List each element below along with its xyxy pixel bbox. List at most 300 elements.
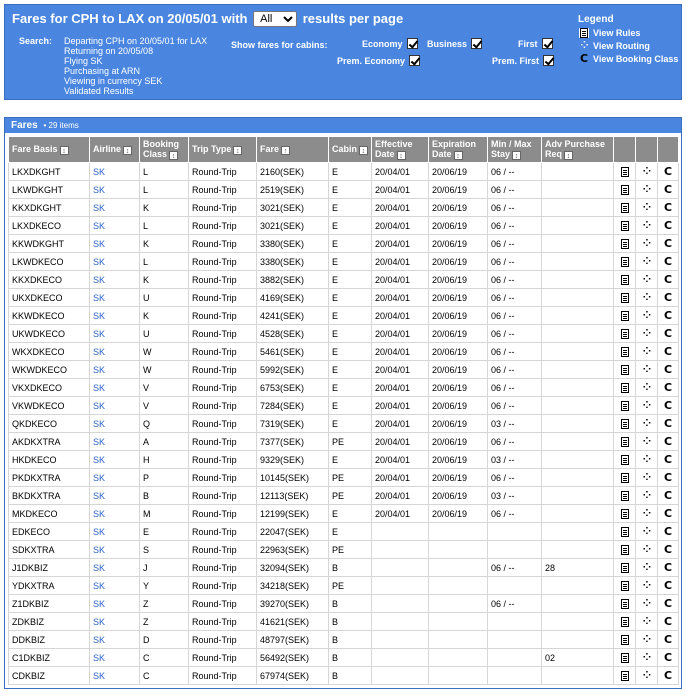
cell-cabin: PE: [329, 433, 372, 451]
booking-class-icon[interactable]: C: [663, 669, 673, 682]
cell-adv-purchase: 28: [542, 559, 614, 577]
table-row: [9, 649, 679, 667]
view-routing-button[interactable]: [636, 289, 658, 307]
table-row: [9, 595, 679, 613]
col-trip-type[interactable]: Trip Type ↕: [189, 137, 257, 163]
view-booking-class-button[interactable]: [658, 253, 679, 271]
view-booking-class-button[interactable]: [658, 325, 679, 343]
booking-class-icon[interactable]: C: [663, 435, 673, 448]
rules-icon[interactable]: [621, 491, 629, 501]
rules-icon[interactable]: [621, 239, 629, 249]
rules-icon[interactable]: [621, 635, 629, 645]
view-routing-button[interactable]: [636, 487, 658, 505]
cabin-economy-checkbox[interactable]: [407, 38, 418, 49]
routing-icon[interactable]: ⁘: [642, 525, 651, 537]
cell-adv-purchase: [542, 235, 614, 253]
rules-icon[interactable]: [621, 185, 629, 195]
sort-icon[interactable]: ↕: [123, 146, 132, 155]
cell-expiration-date: [429, 541, 488, 559]
view-rules-button[interactable]: [614, 289, 636, 307]
cell-fare-basis: SDKXTRA: [9, 541, 90, 559]
booking-class-icon[interactable]: C: [663, 363, 673, 376]
routing-icon[interactable]: ⁘: [642, 435, 651, 447]
cell-fare-basis: KKWDKECO: [9, 307, 90, 325]
booking-class-icon[interactable]: C: [663, 165, 673, 178]
view-booking-class-button[interactable]: [658, 343, 679, 361]
view-routing-button[interactable]: [636, 235, 658, 253]
table-row: [9, 397, 679, 415]
view-routing-button[interactable]: [636, 523, 658, 541]
booking-class-icon[interactable]: C: [663, 489, 673, 502]
sort-icon[interactable]: ↕: [169, 151, 178, 160]
table-row: [9, 253, 679, 271]
view-routing-button[interactable]: [636, 253, 658, 271]
cell-trip-type: Round-Trip: [189, 649, 257, 667]
view-routing-button[interactable]: [636, 541, 658, 559]
cell-trip-type: Round-Trip: [189, 595, 257, 613]
view-rules-button[interactable]: [614, 181, 636, 199]
view-routing-button[interactable]: [636, 199, 658, 217]
view-rules-button[interactable]: [614, 271, 636, 289]
cell-fare-basis: WKXDKECO: [9, 343, 90, 361]
view-booking-class-button[interactable]: [658, 505, 679, 523]
view-rules-button[interactable]: [614, 523, 636, 541]
view-routing-button[interactable]: [636, 217, 658, 235]
cell-airline[interactable]: SK: [90, 451, 140, 469]
cell-min-max-stay: 06 / --: [488, 505, 542, 523]
routing-icon[interactable]: ⁘: [642, 597, 651, 609]
view-rules-button[interactable]: [614, 667, 636, 685]
view-routing-button[interactable]: [636, 469, 658, 487]
booking-class-icon[interactable]: C: [663, 309, 673, 322]
view-rules-button[interactable]: [614, 253, 636, 271]
cell-airline[interactable]: SK: [90, 631, 140, 649]
cell-min-max-stay: 06 / --: [488, 235, 542, 253]
cell-cabin: E: [329, 325, 372, 343]
rules-icon[interactable]: [621, 221, 629, 231]
view-rules-button[interactable]: [614, 343, 636, 361]
view-routing-button[interactable]: [636, 631, 658, 649]
view-rules-button[interactable]: [614, 397, 636, 415]
col-airline[interactable]: Airline ↕: [90, 137, 140, 163]
rules-icon[interactable]: [621, 581, 629, 591]
search-line: Flying SK: [64, 56, 103, 66]
routing-icon[interactable]: ⁘: [642, 507, 651, 519]
table-row: [9, 163, 679, 181]
rules-icon[interactable]: [621, 311, 629, 321]
cell-cabin: E: [329, 235, 372, 253]
view-booking-class-button[interactable]: [658, 217, 679, 235]
rules-icon[interactable]: [621, 545, 629, 555]
col-fare-basis[interactable]: Fare Basis ↕: [9, 137, 90, 163]
cell-adv-purchase: [542, 217, 614, 235]
cell-airline[interactable]: SK: [90, 343, 140, 361]
view-booking-class-button[interactable]: [658, 667, 679, 685]
routing-icon[interactable]: ⁘: [642, 489, 651, 501]
sort-icon[interactable]: ↕: [359, 146, 368, 155]
cell-adv-purchase: [542, 325, 614, 343]
routing-icon[interactable]: ⁘: [642, 255, 651, 267]
cell-airline[interactable]: SK: [90, 271, 140, 289]
view-booking-class-button[interactable]: [658, 235, 679, 253]
view-routing-button[interactable]: [636, 667, 658, 685]
sort-icon[interactable]: ↕: [564, 151, 573, 160]
cell-airline[interactable]: SK: [90, 289, 140, 307]
routing-icon[interactable]: ⁘: [642, 669, 651, 681]
view-rules-button[interactable]: [614, 649, 636, 667]
cell-cabin: E: [329, 361, 372, 379]
cabin-first-checkbox[interactable]: [542, 38, 553, 49]
view-booking-class-button[interactable]: [658, 469, 679, 487]
view-routing-button[interactable]: [636, 163, 658, 181]
booking-class-icon[interactable]: C: [663, 615, 673, 628]
rules-icon[interactable]: [621, 401, 629, 411]
cell-trip-type: Round-Trip: [189, 361, 257, 379]
view-booking-class-button[interactable]: [658, 541, 679, 559]
cell-booking-class: L: [140, 181, 189, 199]
view-booking-class-button[interactable]: [658, 649, 679, 667]
routing-icon[interactable]: ⁘: [642, 543, 651, 555]
view-booking-class-button[interactable]: [658, 379, 679, 397]
sort-icon[interactable]: ↕: [397, 151, 406, 160]
table-row: [9, 325, 679, 343]
view-routing-button[interactable]: [636, 397, 658, 415]
rules-icon[interactable]: [621, 437, 629, 447]
col-booking-class[interactable]: Booking Class ↕: [140, 137, 189, 163]
booking-class-icon[interactable]: C: [663, 255, 673, 268]
booking-class-icon[interactable]: C: [663, 237, 673, 250]
cell-airline[interactable]: SK: [90, 505, 140, 523]
cell-booking-class: L: [140, 217, 189, 235]
view-rules-button[interactable]: [614, 577, 636, 595]
view-rules-button[interactable]: [614, 415, 636, 433]
view-booking-class-button[interactable]: [658, 523, 679, 541]
rules-icon[interactable]: [621, 527, 629, 537]
cell-airline[interactable]: SK: [90, 325, 140, 343]
view-rules-button[interactable]: [614, 487, 636, 505]
routing-icon[interactable]: ⁘: [642, 579, 651, 591]
legend-label: View Rules: [593, 27, 641, 38]
view-routing-button[interactable]: [636, 433, 658, 451]
view-rules-button[interactable]: [614, 217, 636, 235]
view-routing-button[interactable]: [636, 577, 658, 595]
routing-icon[interactable]: ⁘: [642, 633, 651, 645]
fares-panel: [4, 117, 682, 689]
cell-cabin: PE: [329, 577, 372, 595]
view-routing-button[interactable]: [636, 343, 658, 361]
view-booking-class-button[interactable]: [658, 631, 679, 649]
view-booking-class-button[interactable]: [658, 451, 679, 469]
cell-airline[interactable]: SK: [90, 253, 140, 271]
cell-min-max-stay: 06 / --: [488, 217, 542, 235]
rules-icon[interactable]: [621, 365, 629, 375]
cell-airline[interactable]: SK: [90, 361, 140, 379]
cell-airline[interactable]: SK: [90, 415, 140, 433]
rules-icon[interactable]: [621, 203, 629, 213]
cell-fare: 2519(SEK): [257, 181, 329, 199]
routing-icon[interactable]: ⁘: [642, 273, 651, 285]
cell-airline[interactable]: SK: [90, 163, 140, 181]
table-row: [9, 217, 679, 235]
routing-icon[interactable]: ⁘: [642, 309, 651, 321]
routing-icon[interactable]: ⁘: [642, 363, 651, 375]
cell-booking-class: V: [140, 379, 189, 397]
routing-icon[interactable]: ⁘: [642, 291, 651, 303]
booking-class-icon[interactable]: C: [663, 327, 673, 340]
booking-class-icon[interactable]: C: [663, 651, 673, 664]
rules-icon[interactable]: [621, 599, 629, 609]
view-booking-class-button[interactable]: [658, 163, 679, 181]
table-row: [9, 415, 679, 433]
view-rules-button[interactable]: [614, 379, 636, 397]
rules-icon[interactable]: [621, 329, 629, 339]
cell-airline[interactable]: SK: [90, 217, 140, 235]
cell-airline[interactable]: SK: [90, 649, 140, 667]
table-row: [9, 613, 679, 631]
table-row: [9, 379, 679, 397]
cell-expiration-date: 20/06/19: [429, 433, 488, 451]
booking-class-icon[interactable]: C: [663, 597, 673, 610]
view-routing-button[interactable]: [636, 307, 658, 325]
cell-airline[interactable]: SK: [90, 181, 140, 199]
col-min-max-stay[interactable]: Min / Max Stay ↕: [488, 137, 542, 163]
view-rules-button[interactable]: [614, 451, 636, 469]
view-routing-button[interactable]: [636, 181, 658, 199]
routing-icon[interactable]: ⁘: [642, 651, 651, 663]
cell-booking-class: W: [140, 343, 189, 361]
view-rules-button[interactable]: [614, 541, 636, 559]
cell-expiration-date: 20/06/19: [429, 307, 488, 325]
cell-adv-purchase: [542, 487, 614, 505]
cell-airline[interactable]: SK: [90, 307, 140, 325]
table-row: [9, 199, 679, 217]
cell-airline[interactable]: SK: [90, 613, 140, 631]
routing-icon[interactable]: ⁘: [642, 183, 651, 195]
view-rules-button[interactable]: [614, 469, 636, 487]
col-booking-class-action: [658, 137, 679, 163]
rules-icon[interactable]: [621, 419, 629, 429]
cell-airline[interactable]: SK: [90, 379, 140, 397]
view-booking-class-button[interactable]: [658, 415, 679, 433]
sort-icon[interactable]: ↕: [233, 146, 242, 155]
cell-trip-type: Round-Trip: [189, 541, 257, 559]
view-rules-button[interactable]: [614, 307, 636, 325]
view-booking-class-button[interactable]: [658, 361, 679, 379]
booking-class-icon[interactable]: C: [663, 417, 673, 430]
view-rules-button[interactable]: [614, 325, 636, 343]
cell-airline[interactable]: SK: [90, 433, 140, 451]
view-routing-button[interactable]: [636, 613, 658, 631]
view-rules-button[interactable]: [614, 361, 636, 379]
col-cabin[interactable]: Cabin ↕: [329, 137, 372, 163]
cell-airline[interactable]: SK: [90, 199, 140, 217]
booking-class-icon[interactable]: C: [663, 579, 673, 592]
routing-icon[interactable]: ⁘: [642, 561, 651, 573]
cell-effective-date: 20/04/01: [372, 307, 429, 325]
sort-icon[interactable]: ↕: [60, 146, 69, 155]
cell-airline[interactable]: SK: [90, 235, 140, 253]
view-routing-button[interactable]: [636, 595, 658, 613]
cell-booking-class: Y: [140, 577, 189, 595]
rules-icon[interactable]: [621, 167, 629, 177]
cell-min-max-stay: 06 / --: [488, 559, 542, 577]
rules-icon[interactable]: [621, 257, 629, 267]
booking-class-icon[interactable]: C: [663, 201, 673, 214]
cell-airline[interactable]: SK: [90, 523, 140, 541]
cell-min-max-stay: 06 / --: [488, 397, 542, 415]
booking-class-icon[interactable]: C: [663, 471, 673, 484]
routing-icon[interactable]: ⁘: [642, 615, 651, 627]
col-fare[interactable]: Fare ↑: [257, 137, 329, 163]
cell-trip-type: Round-Trip: [189, 631, 257, 649]
view-routing-button[interactable]: [636, 415, 658, 433]
routing-icon[interactable]: ⁘: [642, 381, 651, 393]
rules-icon[interactable]: [621, 473, 629, 483]
cell-airline[interactable]: SK: [90, 577, 140, 595]
rules-icon[interactable]: [621, 455, 629, 465]
view-booking-class-button[interactable]: [658, 433, 679, 451]
table-row: [9, 289, 679, 307]
view-booking-class-button[interactable]: [658, 559, 679, 577]
cell-cabin: B: [329, 595, 372, 613]
view-rules-button[interactable]: [614, 163, 636, 181]
cell-fare: 32094(SEK): [257, 559, 329, 577]
fares-count-value: 29 items: [48, 121, 79, 130]
view-booking-class-button[interactable]: [658, 577, 679, 595]
booking-class-icon[interactable]: C: [663, 507, 673, 520]
rules-icon[interactable]: [621, 347, 629, 357]
cell-cabin: E: [329, 397, 372, 415]
cabin-prem-economy-checkbox[interactable]: [409, 55, 420, 66]
view-booking-class-button[interactable]: [658, 487, 679, 505]
booking-class-icon[interactable]: C: [663, 219, 673, 232]
booking-class-icon[interactable]: C: [663, 561, 673, 574]
routing-icon[interactable]: ⁘: [642, 201, 651, 213]
cell-cabin: E: [329, 253, 372, 271]
routing-icon[interactable]: ⁘: [642, 165, 651, 177]
routing-icon[interactable]: ⁘: [642, 327, 651, 339]
view-booking-class-button[interactable]: [658, 271, 679, 289]
cell-expiration-date: 20/06/19: [429, 163, 488, 181]
view-routing-button[interactable]: [636, 379, 658, 397]
booking-class-icon[interactable]: C: [663, 273, 673, 286]
cell-effective-date: 20/04/01: [372, 397, 429, 415]
rules-icon[interactable]: [621, 617, 629, 627]
view-routing-button[interactable]: [636, 649, 658, 667]
rules-icon[interactable]: [621, 653, 629, 663]
cell-fare: 41621(SEK): [257, 613, 329, 631]
view-routing-button[interactable]: [636, 505, 658, 523]
cell-min-max-stay: 06 / --: [488, 595, 542, 613]
rules-icon[interactable]: [621, 563, 629, 573]
view-booking-class-button[interactable]: [658, 613, 679, 631]
booking-class-icon[interactable]: C: [663, 399, 673, 412]
cell-booking-class: A: [140, 433, 189, 451]
col-effective-date[interactable]: Effective Date ↕: [372, 137, 429, 163]
sort-ascending-icon[interactable]: ↑: [281, 146, 290, 155]
routing-icon[interactable]: ⁘: [642, 417, 651, 429]
view-rules-button[interactable]: [614, 595, 636, 613]
cell-effective-date: 20/04/01: [372, 505, 429, 523]
booking-class-icon[interactable]: C: [663, 183, 673, 196]
cabin-prem-first-checkbox[interactable]: [543, 55, 554, 66]
routing-icon[interactable]: ⁘: [642, 399, 651, 411]
booking-class-icon[interactable]: C: [663, 291, 673, 304]
routing-icon[interactable]: ⁘: [642, 219, 651, 231]
view-routing-button[interactable]: [636, 325, 658, 343]
booking-class-icon[interactable]: C: [663, 633, 673, 646]
booking-class-icon[interactable]: C: [663, 345, 673, 358]
cell-airline[interactable]: SK: [90, 541, 140, 559]
view-routing-button[interactable]: [636, 271, 658, 289]
routing-icon[interactable]: ⁘: [642, 471, 651, 483]
sort-icon[interactable]: ↕: [454, 151, 463, 160]
cell-fare-basis: YDKXTRA: [9, 577, 90, 595]
cell-airline[interactable]: SK: [90, 667, 140, 685]
cell-fare: 6753(SEK): [257, 379, 329, 397]
booking-class-icon[interactable]: C: [663, 381, 673, 394]
routing-icon[interactable]: ⁘: [642, 237, 651, 249]
booking-class-icon[interactable]: C: [663, 453, 673, 466]
view-rules-button[interactable]: [614, 235, 636, 253]
cell-cabin: E: [329, 523, 372, 541]
view-routing-button[interactable]: [636, 559, 658, 577]
cell-airline[interactable]: SK: [90, 595, 140, 613]
view-booking-class-button[interactable]: [658, 289, 679, 307]
booking-class-icon[interactable]: C: [663, 543, 673, 556]
cell-airline[interactable]: SK: [90, 397, 140, 415]
view-booking-class-button[interactable]: [658, 199, 679, 217]
view-booking-class-button[interactable]: [658, 397, 679, 415]
col-expiration-date[interactable]: Expiration Date ↕: [429, 137, 488, 163]
view-rules-button[interactable]: [614, 433, 636, 451]
col-adv-purchase[interactable]: Adv Purchase Req ↕: [542, 137, 614, 163]
sort-icon[interactable]: ↕: [512, 151, 521, 160]
cell-fare-basis: C1DKBIZ: [9, 649, 90, 667]
view-booking-class-button[interactable]: [658, 307, 679, 325]
rules-icon[interactable]: [621, 293, 629, 303]
rules-icon[interactable]: [621, 509, 629, 519]
view-rules-button[interactable]: [614, 199, 636, 217]
results-per-page-select[interactable]: [253, 11, 297, 27]
view-rules-button[interactable]: [614, 559, 636, 577]
view-booking-class-button[interactable]: [658, 595, 679, 613]
cell-fare-basis: MKDKECO: [9, 505, 90, 523]
routing-icon[interactable]: ⁘: [642, 345, 651, 357]
booking-class-icon[interactable]: C: [663, 525, 673, 538]
view-booking-class-button[interactable]: [658, 181, 679, 199]
view-rules-button[interactable]: [614, 613, 636, 631]
cell-trip-type: Round-Trip: [189, 433, 257, 451]
view-routing-button[interactable]: [636, 361, 658, 379]
routing-icon[interactable]: ⁘: [642, 453, 651, 465]
cell-cabin: E: [329, 163, 372, 181]
view-routing-button[interactable]: [636, 451, 658, 469]
cell-expiration-date: 20/06/19: [429, 325, 488, 343]
cell-effective-date: 20/04/01: [372, 289, 429, 307]
cell-airline[interactable]: SK: [90, 559, 140, 577]
cell-airline[interactable]: SK: [90, 487, 140, 505]
rules-icon[interactable]: [621, 275, 629, 285]
rules-icon[interactable]: [621, 383, 629, 393]
cabin-business-checkbox[interactable]: [471, 38, 482, 49]
view-rules-button[interactable]: [614, 505, 636, 523]
cell-booking-class: L: [140, 163, 189, 181]
view-rules-button[interactable]: [614, 631, 636, 649]
cell-trip-type: Round-Trip: [189, 523, 257, 541]
cell-airline[interactable]: SK: [90, 469, 140, 487]
rules-icon[interactable]: [621, 671, 629, 681]
